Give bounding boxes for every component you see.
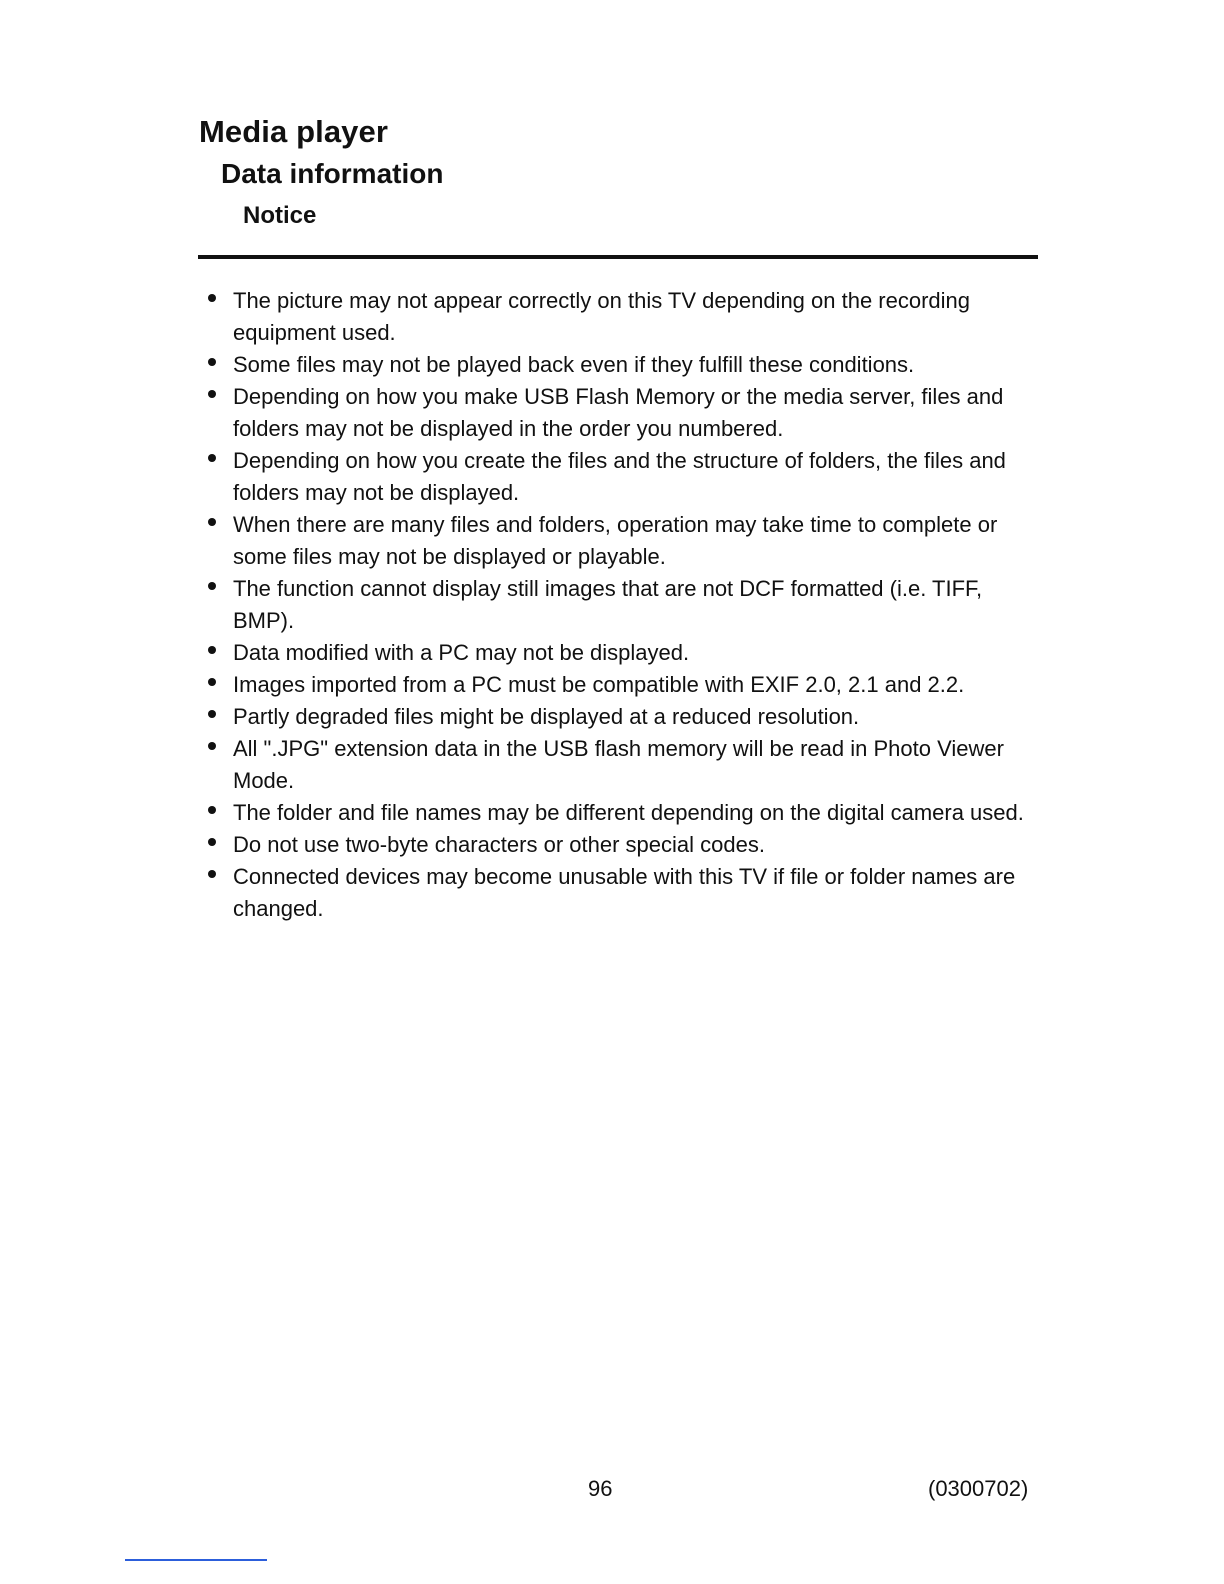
bullet-icon [208, 294, 216, 302]
bullet-icon [208, 646, 216, 654]
notice-item [200, 701, 1040, 733]
bullet-icon [208, 678, 216, 686]
bullet-icon [208, 806, 216, 814]
notice-text: Images imported from a PC must be compatible with EXIF 2.0, 2.1 and 2.2. [233, 672, 965, 697]
notice-item [200, 573, 1040, 637]
notice-item [200, 797, 1040, 829]
bullet-icon [208, 870, 216, 878]
subsection-title: Notice [243, 202, 317, 229]
notice-text: Do not use two-byte characters or other special codes. [233, 832, 765, 857]
notice-item [200, 509, 1040, 573]
notice-text: The function cannot display still images that are not DCF formatted (i.e. TIFF, BMP). [233, 576, 983, 633]
section-title: Data information [221, 158, 444, 189]
notice-text: All ".JPG" extension data in the USB flash memory will be read in Photo Viewer Mode. [233, 736, 1004, 793]
header-divider [198, 255, 1038, 259]
notice-item [200, 285, 1040, 349]
notice-text: Depending on how you make USB Flash Memory or the media server, files and folders may not be displayed in the order you numbered. [233, 384, 1004, 441]
notice-item [200, 445, 1040, 509]
notice-text: Some files may not be played back even if they fulfill these conditions. [233, 352, 915, 377]
document-code: (0300702) [928, 1476, 1029, 1501]
notice-item [200, 861, 1040, 925]
notice-text: Depending on how you create the files and the structure of folders, the files and folders may not be displayed. [233, 448, 1006, 505]
notice-item [200, 381, 1040, 445]
notice-text: Partly degraded files might be displayed at a reduced resolution. [233, 704, 860, 729]
bullet-icon [208, 358, 216, 366]
bullet-icon [208, 454, 216, 462]
bullet-icon [208, 390, 216, 398]
bullet-icon [208, 742, 216, 750]
notice-item [200, 349, 1040, 381]
page-number: 96 [588, 1476, 613, 1501]
notice-text: Connected devices may become unusable with this TV if file or folder names are changed. [233, 864, 1016, 921]
bullet-icon [208, 710, 216, 718]
bullet-icon [208, 838, 216, 846]
bullet-icon [208, 582, 216, 590]
notice-text: Data modified with a PC may not be displayed. [233, 640, 690, 665]
notice-text: When there are many files and folders, operation may take time to complete or some files may not be displayed or playable. [233, 512, 998, 569]
notice-item [200, 637, 1040, 669]
notice-item [200, 733, 1040, 797]
notice-text: The picture may not appear correctly on this TV depending on the recording equipment used. [233, 288, 971, 345]
page-title: Media player [199, 114, 389, 149]
notice-list [200, 285, 1040, 925]
bullet-icon [208, 518, 216, 526]
notice-item [200, 669, 1040, 701]
notice-text: The folder and file names may be different depending on the digital camera used. [233, 800, 1024, 825]
notice-item [200, 829, 1040, 861]
footer-link-underline [125, 1559, 267, 1561]
